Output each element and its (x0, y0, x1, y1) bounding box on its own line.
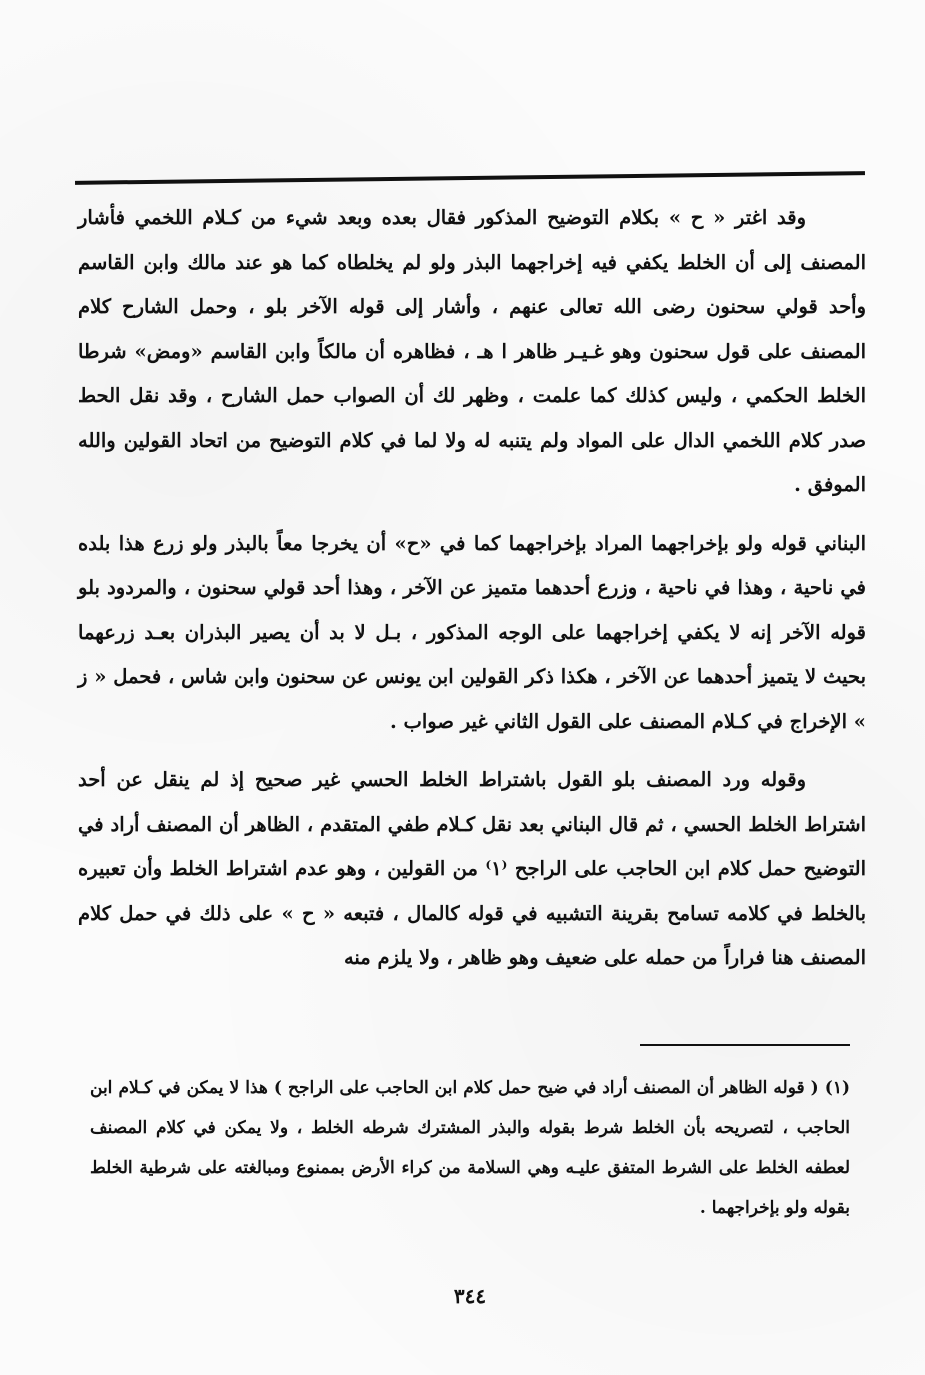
header-rule (75, 171, 865, 185)
footnote: (١) ( قوله الظاهر أن المصنف أراد في ضيح حمل كلام ابن الحاجب على الراجح ) هذا لا يمكن في كـلام ابن الحاجب ، لتصريحه بأن الخلط شرط بقوله والبذر المشترك شرطه الخلط ، ولا يمكن في كلام المصنف لعطفه الخلط على الشرط المتفق عليـه وهي السلامة من كراء الأرض بممنوع ومبالغته على شرطية الخلط بقوله ولو بإخراجهما . (90, 1078, 850, 1218)
paragraph-1: وقد اغتر « ح » بكلام التوضيح المذكور فقال بعده وبعد شيء من كـلام اللخمي فأشار المصنف إلى أن الخلط يكفي فيه إخراجهما البذر ولو لم يخلطاه كما هو عند مالك وابن القاسم وأحد قولي سحنون رضى الله تعالى عنهم ، وأشار إلى قوله الآخر بلو ، وحمل الشارح كلام المصنف على قول سحنون وهو غـيـر ظاهر ا هـ ، فظاهره أن مالكاً وابن القاسم «ومض» شرطا الخلط الحكمي ، وليس كذلك كما علمت ، وظهر لك أن الصواب حمل الشارح ، وقد نقل الحط صدر كلام اللخمي الدال على المواد ولم يتنبه له ولا لما في كلام التوضيح من اتحاد القولين والله الموفق . (78, 206, 866, 496)
footnote-rule (640, 1044, 850, 1046)
page-number: ٣٤٤ (453, 1284, 487, 1308)
paragraph-3: وقوله ورد المصنف بلو القول باشتراط الخلط الحسي غير صحيح إذ لم ينقل عن أحد اشتراط الخلط الحسي ، ثم قال البناني بعد نقل كـلام طفي المتقدم ، الظاهر أن المصنف أراد في التوضيح حمل كلام ابن الحاجب على الراجح ⁽١⁾ من القولين ، وهو عدم اشتراط الخلط وأن تعبيره بالخلط في كلامه تسامح بقرينة التشبيه في قوله كالمال ، فتبعه « ح » على ذلك في حمل كلام المصنف هنا فراراً من حمله على ضعيف وهو ظاهر ، ولا يلزم منه (78, 768, 866, 969)
paragraph-2: البناني قوله ولو بإخراجهما المراد بإخراجهما كما في «ح» أن يخرجا معاً بالبذر ولو زرع هذا بلده في ناحية ، وهذا في ناحية ، وزرع أحدهما متميز عن الآخر ، وهذا أحد قولي سحنون ، والمردود بلو قوله الآخر إنه لا يكفي إخراجهما على الوجه المذكور ، بـل لا بد أن يصير البذران بعـد زرعهما بحيث لا يتميز أحدهما عن الآخر ، هكذا ذكر القولين ابن يونس عن سحنون وابن شاس ، فحمل « ز » الإخراج في كـلام المصنف على القول الثاني غير صواب . (78, 531, 867, 733)
main-text (78, 196, 866, 981)
